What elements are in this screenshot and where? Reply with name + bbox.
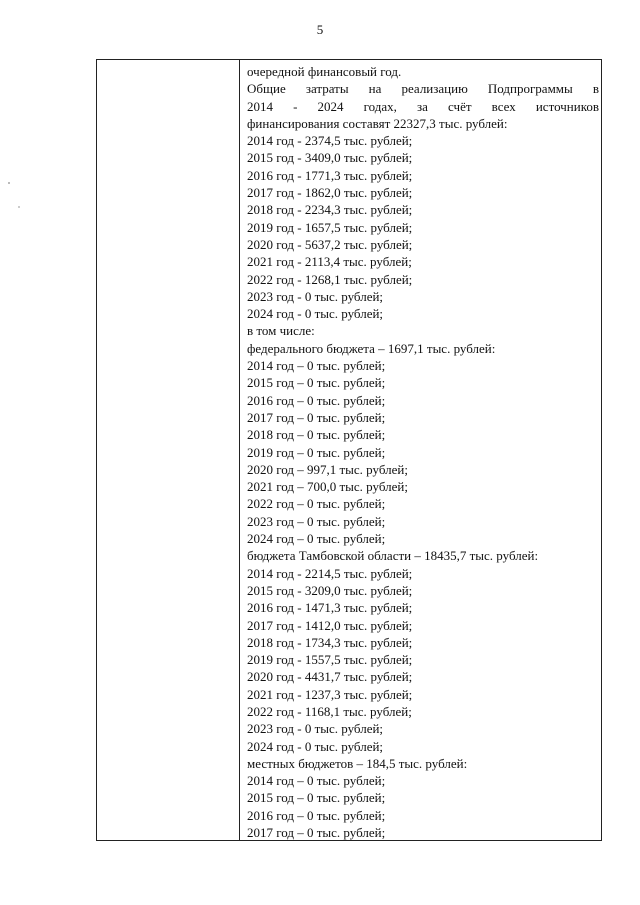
text-line: 2017 год – 0 тыс. рублей;	[247, 825, 386, 841]
text-line: 2018 год - 2234,3 тыс. рублей;	[247, 202, 413, 218]
text-line: 2024 год - 0 тыс. рублей;	[247, 738, 384, 754]
scan-speck	[8, 182, 10, 184]
text-line: 2023 год - 0 тыс. рублей;	[247, 721, 384, 737]
text-line: 2020 год - 4431,7 тыс. рублей;	[247, 669, 413, 685]
text-line: 2021 год - 1237,3 тыс. рублей;	[247, 686, 413, 702]
text-line: 2014 год - 2374,5 тыс. рублей;	[247, 133, 413, 149]
text-line: местных бюджетов – 184,5 тыс. рублей:	[247, 755, 468, 771]
text-line: очередной финансовый год.	[247, 64, 402, 79]
text-line: 2023 год – 0 тыс. рублей;	[247, 513, 386, 529]
text-line: 2021 год – 700,0 тыс. рублей;	[247, 479, 408, 495]
text-line: 2021 год - 2113,4 тыс. рублей;	[247, 254, 412, 270]
text-line: 2019 год - 1557,5 тыс. рублей;	[247, 652, 413, 668]
text-line: 2018 год – 0 тыс. рублей;	[247, 427, 386, 443]
text-line: 2016 год – 0 тыс. рублей;	[247, 392, 386, 408]
text-line: 2018 год - 1734,3 тыс. рублей;	[247, 634, 413, 650]
text-line: 2015 год - 3409,0 тыс. рублей;	[247, 150, 413, 166]
funding-table	[96, 59, 602, 841]
text-line: 2020 год – 997,1 тыс. рублей;	[247, 461, 408, 477]
text-line: 2024 год - 0 тыс. рублей;	[247, 306, 384, 322]
text-line: 2014 - 2024 годах, за счёт всех источников	[247, 98, 599, 114]
text-line: 2014 год - 2214,5 тыс. рублей;	[247, 565, 413, 581]
scan-speck	[18, 206, 20, 208]
text-line: 2019 год – 0 тыс. рублей;	[247, 444, 386, 460]
text-line: федерального бюджета – 1697,1 тыс. рублей:	[247, 340, 496, 356]
text-line: 2017 год - 1862,0 тыс. рублей;	[247, 185, 413, 201]
text-line: 2016 год - 1471,3 тыс. рублей;	[247, 600, 413, 616]
text-line: 2014 год – 0 тыс. рублей;	[247, 358, 386, 374]
table-content-cell	[247, 63, 599, 841]
table-label-cell	[97, 60, 240, 840]
text-line: 2019 год - 1657,5 тыс. рублей;	[247, 219, 413, 235]
text-line: 2022 год – 0 тыс. рублей;	[247, 496, 386, 512]
text-line: Общие затраты на реализацию Подпрограммы в	[247, 81, 599, 97]
text-line: в том числе:	[247, 323, 315, 339]
text-line: 2014 год – 0 тыс. рублей;	[247, 773, 386, 789]
text-line: 2015 год – 0 тыс. рублей;	[247, 790, 386, 806]
page-number: 5	[316, 22, 324, 37]
text-line: 2020 год - 5637,2 тыс. рублей;	[247, 236, 413, 252]
text-line: 2016 год - 1771,3 тыс. рублей;	[247, 167, 413, 183]
text-line: 2024 год – 0 тыс. рублей;	[247, 531, 386, 547]
text-line: 2023 год - 0 тыс. рублей;	[247, 288, 384, 304]
text-line: 2017 год – 0 тыс. рублей;	[247, 409, 386, 425]
text-line: финансирования составят 22327,3 тыс. рублей:	[247, 115, 508, 131]
text-line: 2015 год - 3209,0 тыс. рублей;	[247, 582, 413, 598]
text-line: 2016 год – 0 тыс. рублей;	[247, 807, 386, 823]
text-line: 2022 год - 1268,1 тыс. рублей;	[247, 271, 413, 287]
text-line: бюджета Тамбовской области – 18435,7 тыс. рублей:	[247, 548, 539, 564]
text-line: 2015 год – 0 тыс. рублей;	[247, 375, 386, 391]
text-line: 2017 год - 1412,0 тыс. рублей;	[247, 617, 413, 633]
text-line: 2022 год - 1168,1 тыс. рублей;	[247, 703, 412, 719]
